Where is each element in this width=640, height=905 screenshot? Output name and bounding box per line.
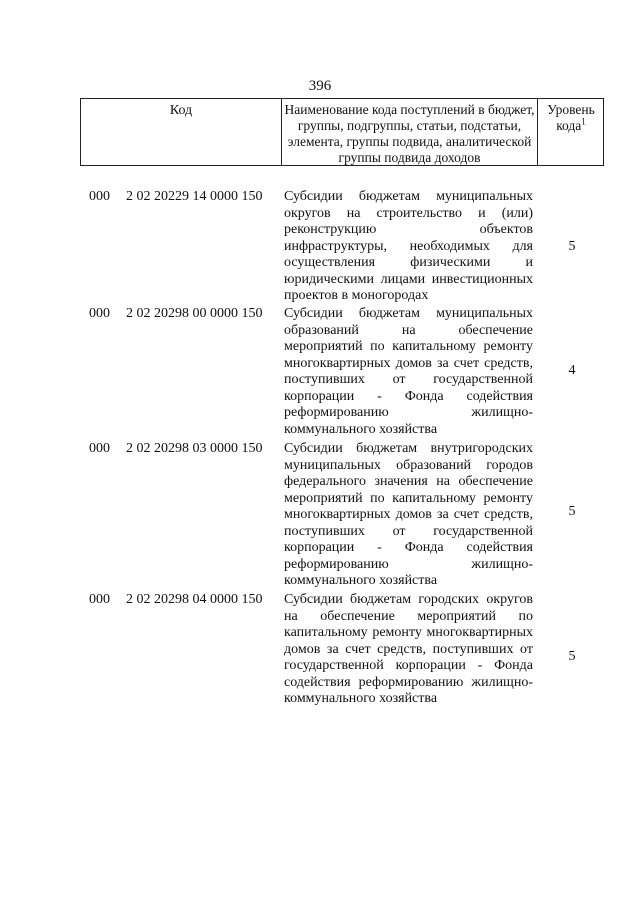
code-level: 5 xyxy=(568,504,576,519)
page-number: 396 xyxy=(308,78,332,94)
code-prefix: 000 xyxy=(89,441,110,456)
revenue-code: 2 02 20298 03 0000 150 xyxy=(126,441,263,456)
code-level: 5 xyxy=(568,649,576,664)
code-prefix: 000 xyxy=(89,306,110,321)
code-prefix: 000 xyxy=(89,189,110,204)
revenue-code: 2 02 20229 14 0000 150 xyxy=(126,189,263,204)
code-level: 4 xyxy=(568,363,576,378)
header-level-label: Уровень кода xyxy=(547,102,595,133)
revenue-name: Субсидии бюджетам муниципальных округов на строительство и (или) реконструкцию объектов инфраструктуры, необходимых для осуществления физическими и юридическими лицами инвестиционных проектов в моногородах xyxy=(284,189,533,303)
revenue-name: Субсидии бюджетам городских округов на обеспечение мероприятий по капитальному ремонту многоквартирных домов за счет средств, поступивших от государственной корпорации - Фонда содействия реформированию жилищно-коммунального хозяйства xyxy=(284,592,533,706)
revenue-code: 2 02 20298 00 0000 150 xyxy=(126,306,263,321)
code-level: 5 xyxy=(568,239,576,254)
header-name: Наименование кода поступлений в бюджет, группы, подгруппы, статьи, подстатьи, элемента, группы подвида, аналитической группы подвида доходов xyxy=(284,102,535,165)
revenue-name: Субсидии бюджетам муниципальных образований на обеспечение мероприятий по капитальному ремонту многоквартирных домов за счет средств, поступивших от государственной корпорации - Фонда содействия реформированию жилищно-коммунального хозяйства xyxy=(284,306,533,437)
code-prefix: 000 xyxy=(89,592,110,607)
footnote-marker: 1 xyxy=(581,116,586,127)
header-code: Код xyxy=(169,103,193,118)
revenue-code: 2 02 20298 04 0000 150 xyxy=(126,592,263,607)
table-header xyxy=(80,98,604,166)
header-level xyxy=(538,102,604,134)
revenue-name: Субсидии бюджетам внутригородских муниципальных образований городов федерального значения на обеспечение мероприятий по капитальному ремонту многоквартирных домов за счет средств, поступивших от государственной корпорации - Фонда содействия реформированию жилищно-коммунального хозяйства xyxy=(284,441,533,588)
